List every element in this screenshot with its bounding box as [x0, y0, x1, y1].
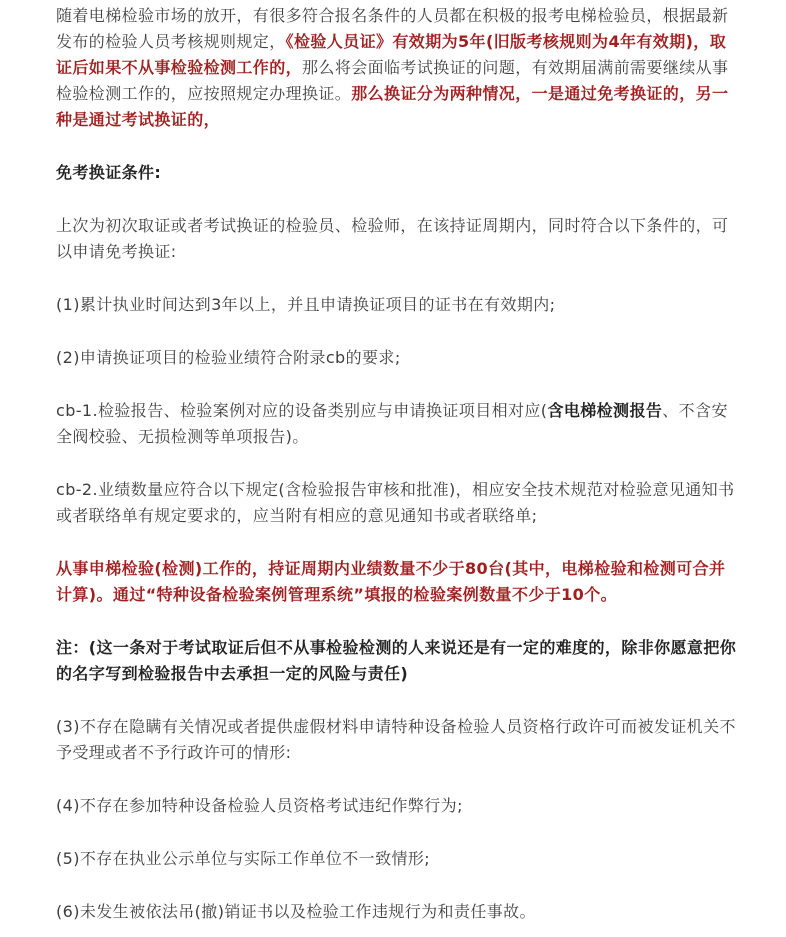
cb1-bold: 含电梯检测报告	[547, 401, 663, 420]
cb2-paragraph: cb-2.业绩数量应符合以下规定(含检验报告审核和批准)，相应安全技术规范对检验意见通知书或者联络单有规定要求的，应当附有相应的意见通知书或者联络单;	[56, 480, 735, 525]
intro-text-2: 那么将会面临考试换证的问题，有效期届满前需要继续从事检验检测工作的，应按照规定办理换证。	[56, 58, 729, 103]
article-body	[0, 3, 786, 937]
condition-item-2: (2)申请换证项目的检验业绩符合附录cb的要求;	[56, 348, 401, 367]
lead-paragraph: 上次为初次取证或者考试换证的检验员、检验师，在该持证周期内，同时符合以下条件的，可以申请免考换证:	[56, 216, 729, 261]
condition-item-6: (6)未发生被依法吊(撤)销证书以及检验工作违规行为和责任事故。	[56, 902, 536, 921]
condition-item-5: (5)不存在执业公示单位与实际工作单位不一致情形;	[56, 849, 431, 868]
note-paragraph: 注：(这一条对于考试取证后但不从事检验检测的人来说还是有一定的难度的，除非你愿意把你的名字写到检验报告中去承担一定的风险与责任)	[56, 638, 737, 683]
condition-item-1: (1)累计执业时间达到3年以上，并且申请换证项目的证书在有效期内;	[56, 295, 556, 314]
intro-highlight-2: 那么换证分为两种情况，一是通过免考换证的，另一种是通过考试换证的，	[56, 84, 729, 129]
requirement-paragraph: 从事申梯检验(检测)工作的，持证周期内业绩数量不少于80台(其中，电梯检验和检测可合并计算)。通过“特种设备检验案例管理系统”填报的检验案例数量不少于10个。	[56, 559, 726, 604]
cb1-text-1: cb-1.检验报告、检验案例对应的设备类别应与申请换证项目相对应(	[56, 401, 548, 420]
intro-text-1: 随着电梯检验市场的放开，有很多符合报名条件的人员都在积极的报考电梯检验员，根据最新发布的检验人员考核规则规定，	[56, 6, 729, 51]
cb1-paragraph	[56, 398, 738, 450]
cb1-text-2: 、不含安全阀校验、无损检测等单项报告)。	[56, 401, 728, 446]
intro-paragraph	[56, 3, 738, 133]
section-title: 免考换证条件:	[56, 163, 162, 182]
condition-item-3: (3)不存在隐瞒有关情况或者提供虚假材料申请特种设备检验人员资格行政许可而被发证机关不予受理或者不予行政许可的情形:	[56, 717, 736, 762]
condition-item-4: (4)不存在参加特种设备检验人员资格考试违纪作弊行为;	[56, 796, 463, 815]
intro-highlight-1: 《检验人员证》有效期为5年(旧版考核规则为4年有效期)，取证后如果不从事检验检测工作的，	[56, 32, 727, 77]
